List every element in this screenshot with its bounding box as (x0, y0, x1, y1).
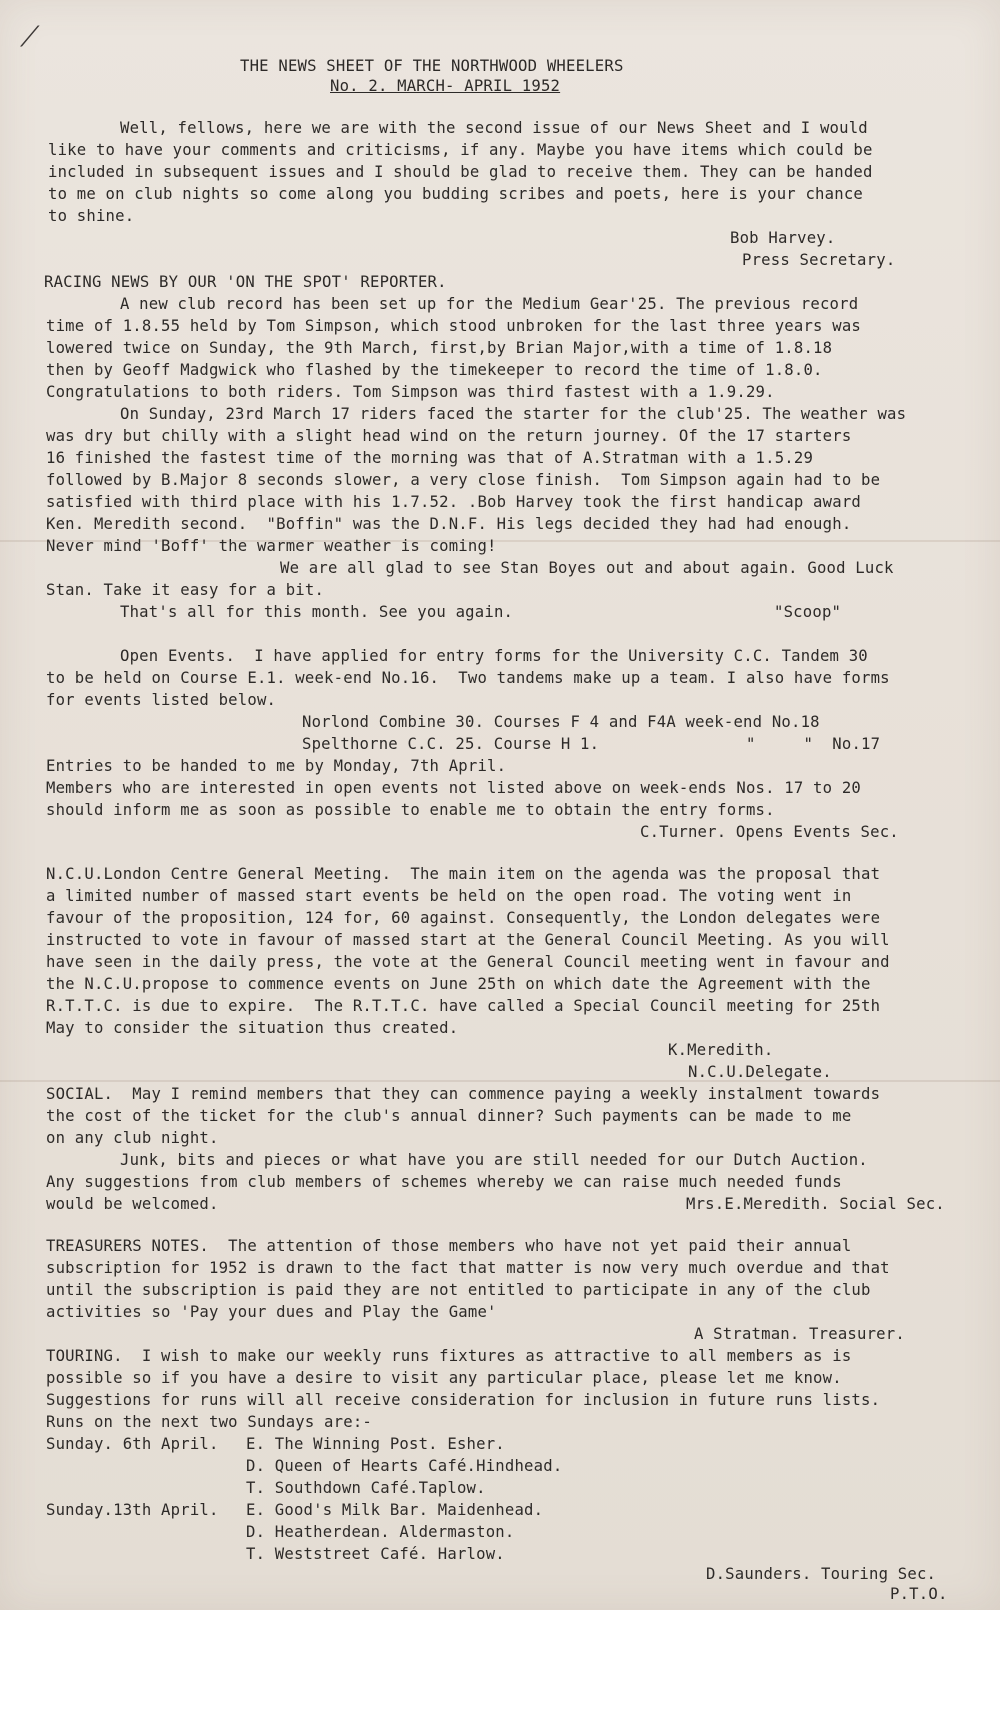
run-date: Sunday.13th April. (46, 1501, 219, 1519)
racing-line: Never mind 'Boff' the warmer weather is coming! (46, 537, 497, 555)
treasurer-line: subscription for 1952 is drawn to the fact that matter is now very much overdue and that (46, 1259, 890, 1277)
racing-line: was dry but chilly with a slight head wind on the return journey. Of the 17 starters (46, 427, 852, 445)
open-event-ditto: " " No.17 (746, 735, 881, 753)
intro-line: Well, fellows, here we are with the second issue of our News Sheet and I would (120, 119, 868, 137)
racing-line: On Sunday, 23rd March 17 riders faced the starter for the club'25. The weather was (120, 405, 907, 423)
racing-line: then by Geoff Madgwick who flashed by the timekeeper to record the time of 1.8.0. (46, 361, 823, 379)
touring-signature: D.Saunders. Touring Sec. (706, 1565, 937, 1583)
run-item: E. Good's Milk Bar. Maidenhead. (246, 1501, 544, 1519)
ncu-line: N.C.U.London Centre General Meeting. The main item on the agenda was the proposal that (46, 865, 881, 883)
open-events-line: for events listed below. (46, 691, 277, 709)
social-line: Junk, bits and pieces or what have you are still needed for our Dutch Auction. (120, 1151, 868, 1169)
racing-line: Congratulations to both riders. Tom Simpson was third fastest with a 1.9.29. (46, 383, 775, 401)
racing-line: time of 1.8.55 held by Tom Simpson, which stood unbroken for the last three years was (46, 317, 861, 335)
social-line: on any club night. (46, 1129, 219, 1147)
run-item: T. Southdown Café.Taplow. (246, 1479, 486, 1497)
run-item: E. The Winning Post. Esher. (246, 1435, 505, 1453)
social-signature: Mrs.E.Meredith. Social Sec. (686, 1195, 945, 1213)
run-item: D. Queen of Hearts Café.Hindhead. (246, 1457, 563, 1475)
ncu-line: instructed to vote in favour of massed start at the General Council Meeting. As you will (46, 931, 890, 949)
open-events-line: Open Events. I have applied for entry forms for the University C.C. Tandem 30 (120, 647, 868, 665)
racing-line: 16 finished the fastest time of the morning was that of A.Stratman with a 1.5.29 (46, 449, 814, 467)
pto-note: P.T.O. (890, 1585, 948, 1603)
touring-line: TOURING. I wish to make our weekly runs fixtures as attractive to all members as is (46, 1347, 852, 1365)
racing-line: That's all for this month. See you again. (120, 603, 514, 621)
intro-line: to shine. (48, 207, 135, 225)
racing-heading: RACING NEWS BY OUR 'ON THE SPOT' REPORTER. (44, 273, 447, 291)
touring-line: Suggestions for runs will all receive consideration for inclusion in future runs lists. (46, 1391, 881, 1409)
racing-line: We are all glad to see Stan Boyes out and about again. Good Luck (280, 559, 894, 577)
ncu-line: May to consider the situation thus created. (46, 1019, 459, 1037)
open-events-line: Entries to be handed to me by Monday, 7th April. (46, 757, 507, 775)
touring-line: Runs on the next two Sundays are:- (46, 1413, 372, 1431)
treasurer-line: activities so 'Pay your dues and Play the Game' (46, 1303, 497, 1321)
touring-line: possible so if you have a desire to visit any particular place, please let me know. (46, 1369, 842, 1387)
open-events-line: should inform me as soon as possible to enable me to obtain the entry forms. (46, 801, 775, 819)
ncu-line: a limited number of massed start events be held on the open road. The voting went in (46, 887, 852, 905)
ncu-signature-title: N.C.U.Delegate. (688, 1063, 832, 1081)
intro-line: like to have your comments and criticisms, if any. Maybe you have items which could be (48, 141, 873, 159)
fold-crease (0, 1080, 1000, 1082)
racing-line: Ken. Meredith second. "Boffin" was the D.N.F. His legs decided they had had enough. (46, 515, 852, 533)
run-item: T. Weststreet Café. Harlow. (246, 1545, 505, 1563)
sheet-title: THE NEWS SHEET OF THE NORTHWOOD WHEELERS (240, 57, 624, 75)
racing-line: A new club record has been set up for the Medium Gear'25. The previous record (120, 295, 859, 313)
intro-line: to me on club nights so come along you budding scribes and poets, here is your chance (48, 185, 863, 203)
open-event-listing: Norlond Combine 30. Courses F 4 and F4A week-end No.18 (302, 713, 820, 731)
treasurer-line: TREASURERS NOTES. The attention of those members who have not yet paid their annual (46, 1237, 852, 1255)
racing-signature: "Scoop" (774, 603, 842, 621)
treasurer-line: until the subscription is paid they are not entitled to participate in any of the club (46, 1281, 871, 1299)
racing-line: satisfied with third place with his 1.7.52. .Bob Harvey took the first handicap award (46, 493, 861, 511)
racing-line: followed by B.Major 8 seconds slower, a very close finish. Tom Simpson again had to be (46, 471, 881, 489)
pen-mark: ⟋ (20, 20, 40, 53)
ncu-line: R.T.T.C. is due to expire. The R.T.T.C. have called a Special Council meeting for 25th (46, 997, 881, 1015)
racing-line: lowered twice on Sunday, the 9th March, first,by Brian Major,with a time of 1.8.18 (46, 339, 833, 357)
treasurer-signature: A Stratman. Treasurer. (694, 1325, 905, 1343)
ncu-line: favour of the proposition, 124 for, 60 against. Consequently, the London delegates were (46, 909, 881, 927)
open-events-line: to be held on Course E.1. week-end No.16. Two tandems make up a team. I also have forms (46, 669, 890, 687)
social-line: the cost of the ticket for the club's annual dinner? Such payments can be made to me (46, 1107, 852, 1125)
open-events-signature: C.Turner. Opens Events Sec. (640, 823, 899, 841)
ncu-line: the N.C.U.propose to commence events on June 25th on which date the Agreement with the (46, 975, 871, 993)
social-line: would be welcomed. (46, 1195, 219, 1213)
intro-signature-title: Press Secretary. (742, 251, 896, 269)
racing-line: Stan. Take it easy for a bit. (46, 581, 325, 599)
open-events-line: Members who are interested in open events not listed above on week-ends Nos. 17 to 20 (46, 779, 861, 797)
intro-signature-name: Bob Harvey. (730, 229, 836, 247)
intro-line: included in subsequent issues and I should be glad to receive them. They can be handed (48, 163, 873, 181)
ncu-line: have seen in the daily press, the vote at the General Council meeting went in favour and (46, 953, 890, 971)
ncu-signature-name: K.Meredith. (668, 1041, 774, 1059)
run-date: Sunday. 6th April. (46, 1435, 219, 1453)
social-line: Any suggestions from club members of schemes whereby we can raise much needed funds (46, 1173, 842, 1191)
open-event-listing: Spelthorne C.C. 25. Course H 1. (302, 735, 600, 753)
issue-line: No. 2. MARCH- APRIL 1952 (330, 77, 561, 95)
social-line: SOCIAL. May I remind members that they can commence paying a weekly instalment towards (46, 1085, 881, 1103)
run-item: D. Heatherdean. Aldermaston. (246, 1523, 515, 1541)
